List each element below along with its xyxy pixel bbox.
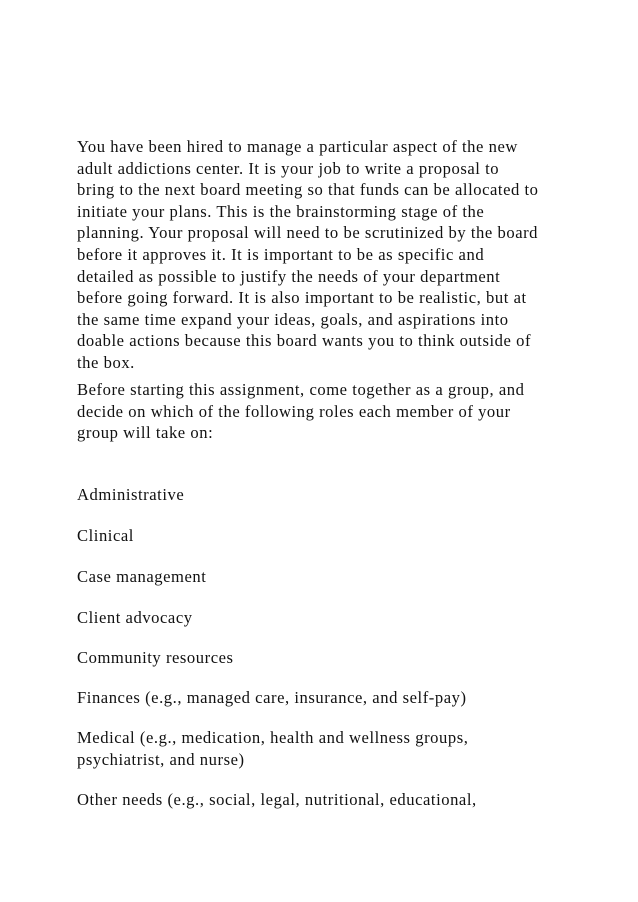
- role-item-clinical: Clinical: [77, 526, 134, 545]
- role-item-case-management: Case management: [77, 567, 207, 586]
- role-item-finances: Finances (e.g., managed care, insurance, and self-pay): [77, 688, 467, 707]
- intro-paragraph: You have been hired to manage a particular aspect of the new adult addictions center. It is your job to write a proposal to bring to the next board meeting so that funds can be allocated to initiate your plans. This is the brainstorming stage of the planning. Your proposal will need to be scrutinized by the board before it approves it. It is important to be as specific and detailed as possible to justify the needs of your department before going forward. It is also important to be realistic, but at the same time expand your ideas, goals, and aspirations into doable actions because this board wants you to think outside of the box.: [77, 137, 539, 372]
- role-item-other-needs: Other needs (e.g., social, legal, nutritional, educational,: [77, 790, 477, 809]
- role-item-administrative: Administrative: [77, 485, 185, 504]
- instructions-paragraph: Before starting this assignment, come together as a group, and decide on which of the following roles each member of your group will take on:: [77, 380, 525, 443]
- role-item-medical: Medical (e.g., medication, health and wellness groups, psychiatrist, and nurse): [77, 728, 469, 769]
- role-item-community-resources: Community resources: [77, 648, 234, 667]
- role-item-client-advocacy: Client advocacy: [77, 608, 193, 627]
